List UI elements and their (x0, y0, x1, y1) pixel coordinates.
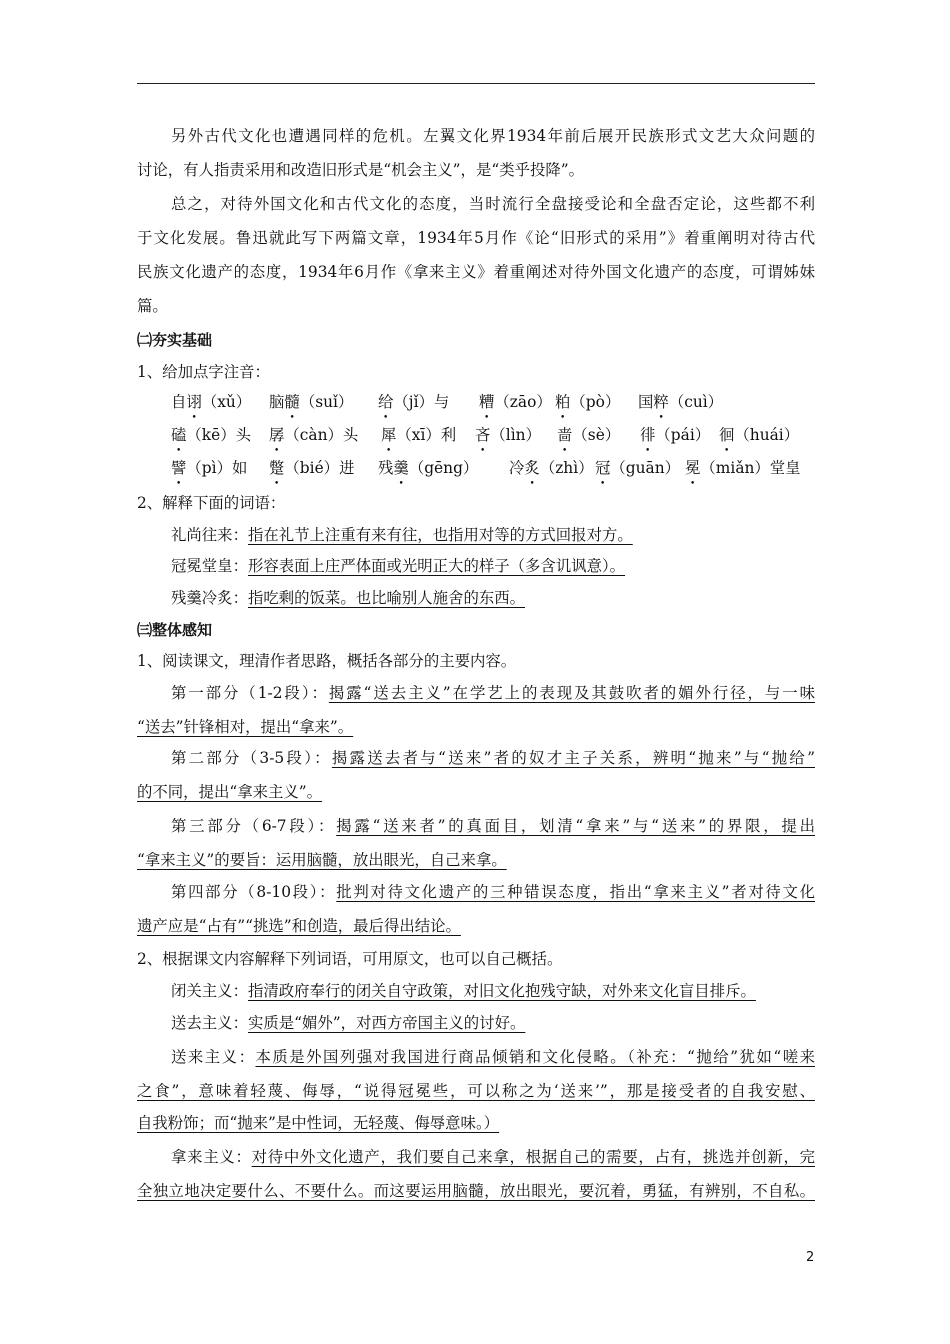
term-take-line1: 拿来主义：对待中外文化遗产，我们要自己来拿，根据自己的需要，占有，挑选并创新，完 (171, 1148, 815, 1166)
term-label: 礼尚往来： (171, 526, 248, 544)
question-pinyin: 1、给加点字注音： (137, 363, 270, 381)
term-send-in-line3: 自我粉饰；而“抛来”是中性词，无轻蔑、侮辱意味。） (137, 1114, 500, 1132)
intro-p2-line3: 民族文化遗产的态度，1934年6月作《拿来主义》着重阐述对待外国文化遗产的态度，可谓姊妹 (137, 263, 815, 281)
pinyin-item: 粕（pò） (555, 393, 621, 411)
pinyin-item: 犀（xī）利 (381, 426, 457, 444)
intro-p2-line4: 篇。 (137, 297, 168, 315)
pinyin-item: 孱（càn）头 (269, 426, 359, 444)
term-take-line2: 全独立地决定要什么、不要什么。而这要运用脑髓，放出眼光，要沉着，勇猛，有辨别，不自私。 (137, 1182, 815, 1200)
section-heading-overview: ㈢整体感知 (137, 621, 213, 639)
pinyin-item: 徘（pái） (640, 426, 711, 444)
term-row (171, 554, 815, 578)
term-definition: 指在礼节上注重有来有往，也指用对等的方式回报对方。 (247, 526, 633, 544)
question-structure: 1、阅读课文，理清作者思路，概括各部分的主要内容。 (137, 652, 517, 670)
pinyin-item: 冕（miǎn）堂皇 (685, 459, 801, 477)
term-send-in-line2: 之食”，意味着轻蔑、侮辱，“说得冠冕些，可以称之为‘送来’”，那是接受者的自我安慰、 (137, 1082, 815, 1100)
page-number: 2 (806, 1250, 815, 1265)
pinyin-item: 蹩（bié）进 (269, 459, 355, 477)
term-row (171, 523, 815, 547)
term-definition: 指吃剩的饭菜。也比喻别人施舍的东西。 (247, 589, 526, 607)
term-send-in-line1: 送来主义：本质是外国列强对我国进行商品倾销和文化侵略。（补充：“抛给”犹如“嗟来 (171, 1048, 815, 1066)
pinyin-item: 脑髓（suǐ） (269, 393, 354, 411)
pinyin-item: 糟（zāo） (479, 393, 552, 411)
pinyin-item: 啬（sè） (557, 426, 621, 444)
question-terms: 2、根据课文内容解释下列词语，可用原文，也可以自己概括。 (137, 950, 563, 968)
term-row (171, 586, 815, 610)
pinyin-row-1 (171, 390, 815, 416)
pinyin-row-3 (171, 456, 815, 482)
part-3-line2: “拿来主义”的要旨：运用脑髓，放出眼光，自己来拿。 (137, 851, 507, 869)
pinyin-row-2 (171, 423, 815, 449)
part-4-line1: 第四部分（8-10段）：批判对待文化遗产的三种错误态度，指出“拿来主义”者对待文化 (171, 883, 815, 901)
term-label: 冠冕堂皇： (171, 557, 248, 575)
pinyin-item: 譬（pì）如 (171, 459, 248, 477)
pinyin-item: 自诩（xǔ） (171, 393, 252, 411)
part-1-line1: 第一部分（1-2段）：揭露“送去主义”在学艺上的表现及其鼓吹者的媚外行径，与一味 (171, 684, 815, 702)
part-2-line1: 第二部分（3-5段）：揭露送去者与“送来”者的奴才主子关系，辨明“抛来”与“抛给” (171, 749, 815, 767)
intro-p2-line2: 于文化发展。鲁迅就此写下两篇文章，1934年5月作《论“旧形式的采用”》着重阐明对待古代 (137, 229, 815, 247)
term-send-away: 送去主义：实质是“媚外”，对西方帝国主义的讨好。 (171, 1014, 526, 1032)
term-definition: 形容表面上庄严体面或光明正大的样子（多含讥讽意）。 (247, 557, 626, 575)
pinyin-item: 吝（lìn） (475, 426, 541, 444)
question-explain: 2、解释下面的词语： (137, 494, 286, 512)
term-closed-door: 闭关主义：指清政府奉行的闭关自守政策，对旧文化抱残守缺，对外来文化盲目排斥。 (171, 982, 756, 1000)
intro-p1-line1: 另外古代文化也遭遇同样的危机。左翼文化界1934年前后展开民族形式文艺大众问题的 (171, 127, 815, 145)
part-1-line2: “送去”针锋相对，提出“拿来”。 (137, 718, 354, 736)
pinyin-item: 国粹（cuì） (638, 393, 724, 411)
part-2-line2: 的不同，提出“拿来主义”。 (137, 783, 323, 801)
term-label: 残羹冷炙： (171, 589, 248, 607)
pinyin-item: 冠（guān） (595, 459, 681, 477)
intro-p2-line1: 总之，对待外国文化和古代文化的态度，当时流行全盘接受论和全盘否定论，这些都不利 (171, 195, 815, 213)
part-3-line1: 第三部分（6-7段）：揭露“送来者”的真面目，划清“拿来”与“送来”的界限，提出 (171, 817, 815, 835)
pinyin-item: 给（jǐ）与 (378, 393, 450, 411)
intro-p1-line2: 讨论，有人指责采用和改造旧形式是“机会主义”，是“类乎投降”。 (137, 161, 585, 179)
section-heading-basics: ㈡夯实基础 (137, 331, 213, 349)
part-4-line2: 遗产应是“占有”“挑选”和创造，最后得出结论。 (137, 917, 461, 935)
pinyin-item: 磕（kē）头 (171, 426, 252, 444)
header-rule (137, 83, 815, 84)
pinyin-item: 冷炙（zhì） (509, 459, 594, 477)
pinyin-item: 残羹（gēng） (378, 459, 479, 477)
pinyin-item: 徊（huái） (719, 426, 800, 444)
